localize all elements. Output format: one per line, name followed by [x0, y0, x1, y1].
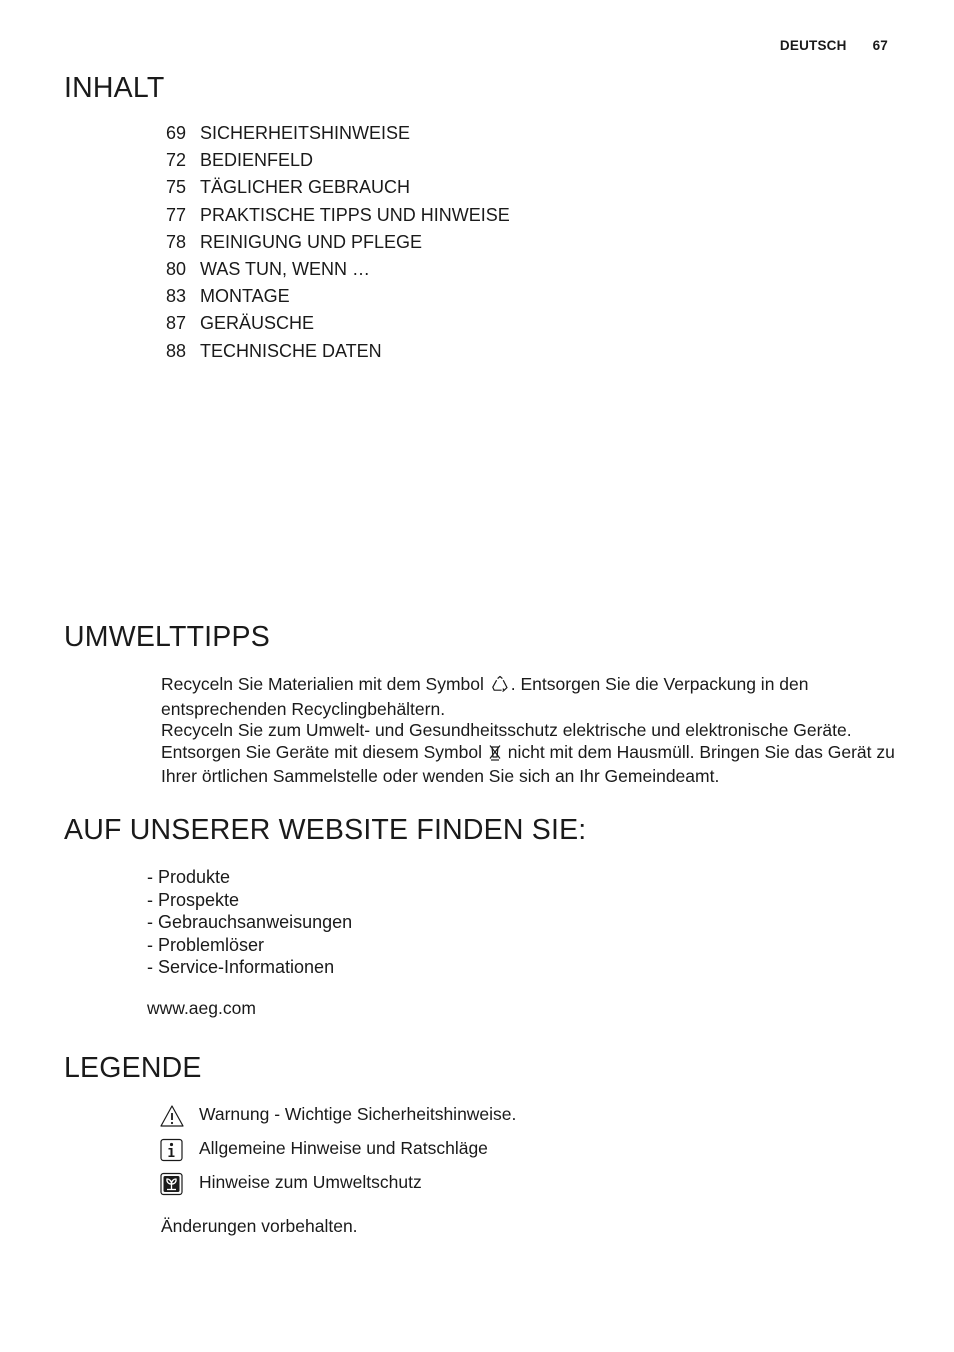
toc-label: PRAKTISCHE TIPPS UND HINWEISE — [200, 204, 510, 225]
toc-label: WAS TUN, WENN … — [200, 258, 370, 279]
page-header — [780, 38, 888, 53]
crossed-bin-icon — [489, 744, 501, 767]
recycling-text-end: . Entsorgen Sie die Verpackung in den entsprechenden Recyclingbehältern. — [161, 674, 809, 719]
page-number: 67 — [872, 38, 888, 53]
header-language: DEUTSCH — [779, 38, 847, 53]
list-item: - Prospekte — [147, 889, 240, 910]
toc-label: GERÄUSCHE — [200, 313, 315, 334]
recycling-text-start: Recyceln Sie Materialien mit dem Symbol — [161, 674, 484, 694]
legend-text: Hinweise zum Umweltschutz — [199, 1172, 422, 1192]
recycling-paragraph — [161, 674, 901, 788]
list-item: - Produkte — [147, 867, 231, 887]
toc-page-number: 78 — [166, 231, 187, 252]
toc-page-number: 80 — [166, 258, 187, 279]
website-list — [147, 866, 352, 979]
list-item: - Problemlöser — [147, 934, 265, 955]
toc-page-number: 75 — [166, 177, 187, 198]
legend-text: Allgemeine Hinweise und Ratschläge — [199, 1138, 488, 1158]
table-of-contents — [166, 122, 510, 367]
toc-item[interactable] — [166, 285, 510, 312]
toc-label: TECHNISCHE DATEN — [200, 340, 382, 361]
toc-label: SICHERHEITSHINWEISE — [200, 123, 411, 143]
toc-label: MONTAGE — [200, 286, 290, 307]
footer-note: Änderungen vorbehalten. — [161, 1216, 358, 1236]
inhalt-heading: INHALT — [64, 72, 165, 104]
website-link[interactable]: www.aeg.com — [147, 998, 256, 1018]
toc-page-number: 88 — [166, 340, 187, 361]
toc-item[interactable] — [166, 122, 510, 149]
warning-icon — [160, 1104, 184, 1133]
toc-page-number: 83 — [166, 286, 187, 307]
disposal-text-start: Recyceln Sie zum Umwelt- und Gesundheitsschutz elektrische und elektronische Geräte. Entsorgen Sie Geräte mit diesem Symbol — [161, 720, 852, 762]
toc-item[interactable] — [166, 231, 510, 258]
list-item: - Service-Informationen — [147, 957, 335, 977]
environment-icon — [160, 1172, 184, 1201]
legend-text: Warnung - Wichtige Sicherheitshinweise. — [199, 1104, 517, 1124]
recycle-icon — [491, 675, 509, 699]
toc-item[interactable] — [166, 340, 510, 367]
info-icon — [160, 1138, 184, 1167]
legende-heading: LEGENDE — [64, 1052, 202, 1084]
toc-item[interactable] — [166, 258, 510, 285]
toc-page-number: 77 — [166, 204, 187, 225]
toc-label: TÄGLICHER GEBRAUCH — [200, 177, 411, 198]
toc-item[interactable] — [166, 149, 510, 176]
disposal-text-end: nicht mit dem Hausmüll. Bringen Sie das Gerät zu Ihrer örtlichen Sammelstelle oder wenden Sie sich an Ihr Gemeindeamt. — [161, 741, 895, 786]
toc-label: REINIGUNG UND PFLEGE — [200, 231, 423, 252]
toc-page-number: 87 — [166, 313, 187, 334]
toc-label: BEDIENFELD — [200, 150, 314, 171]
toc-item[interactable] — [166, 312, 510, 339]
umwelttipps-heading: UMWELTTIPPS — [64, 621, 270, 653]
toc-page-number: 69 — [166, 123, 187, 143]
list-item: - Gebrauchsanweisungen — [147, 912, 353, 932]
toc-item[interactable] — [166, 176, 510, 203]
website-heading: AUF UNSERER WEBSITE FINDEN SIE: — [64, 814, 587, 846]
toc-page-number: 72 — [166, 150, 187, 171]
toc-item[interactable] — [166, 204, 510, 231]
